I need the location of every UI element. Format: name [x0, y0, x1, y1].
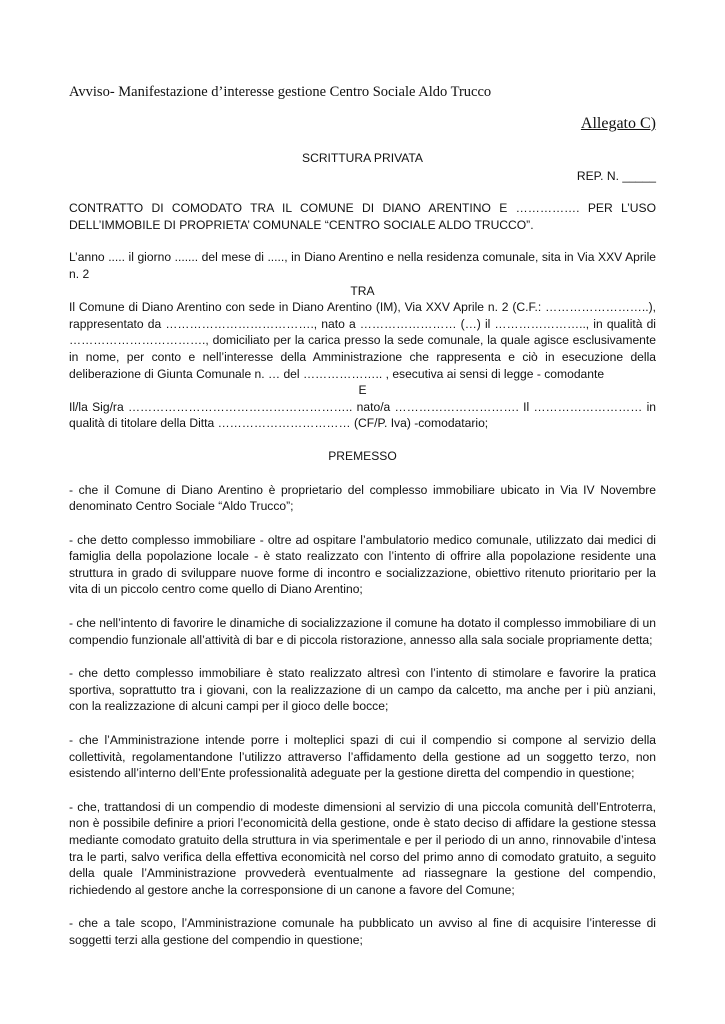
comune-paragraph: Il Comune di Diano Arentino con sede in Diano Arentino (IM), Via XXV Aprile n. 2 (C.F.: ……………………..), rappresentato da ………………………………., nato a …………………… (…) il ………………….., in qualità di ……………………………., domiciliato per la carica presso la sede comunale, la quale agisce esclusivamente in nome, per conto e nell’interesse della Amministrazione che rappresenta e ciò in esecuzione della deliberazione di Giunta Comunale n. … del ……………….. , esecutiva ai sensi di legge - comodante	[69, 300, 656, 381]
date-paragraph: L’anno ..... il giorno ....... del mese di ....., in Diano Arentino e nella residenza comunale, sita in Via XXV Aprile n. 2	[69, 250, 656, 281]
rep-number: REP. N. _____	[576, 168, 656, 183]
premessa-paragraph: - che detto complesso immobiliare - oltre ad ospitare l’ambulatorio medico comunale, utilizzato dai medici di famiglia della popolazione locale - è stato realizzato con l’intento di offrire alla popolazione residente una struttura in grado di sviluppare nuove forme di incontro e socializzazione, obiettivo ritenuto prioritario per la vita di un piccolo centro come quello di Diano Arentino;	[69, 532, 656, 597]
document-body	[69, 150, 656, 949]
premessa-paragraph: - che, trattandosi di un compendio di modeste dimensioni al servizio di una piccola comunità dell’Entroterra, non è possibile definire a priori l’economicità della gestione, onde è stato deciso di affidare la gestione stessa mediante comodato gratuito della struttura in via sperimentale e per il periodo di un anno, rinnovabile d’intesa tra le parti, salvo verifica della effettiva economicità nel corso del primo anno di comodato gratuito, a seguito della quale l’Amministrazione provvederà eventualmente ad riassegnare la gestione del compendio, richiedendo al gestore anche la corresponsione di un canone a favore del Comune;	[69, 799, 656, 897]
premessa-paragraph: - che il Comune di Diano Arentino è proprietario del complesso immobiliare ubicato in Via IV Novembre denominato Centro Sociale “Aldo Trucco”;	[69, 482, 656, 514]
premessa-paragraph: - che detto complesso immobiliare è stato realizzato altresì con l’intento di stimolare e favorire la pratica sportiva, soprattutto tra i giovani, con la realizzazione di un campo da calcetto, ma anche per i più anziani, con la realizzazione di alcuni campi per il gioco delle bocce;	[69, 666, 656, 714]
document-header: Avviso- Manifestazione d’interesse gestione Centro Sociale Aldo Trucco	[69, 84, 492, 100]
allegato-label: Allegato C)	[580, 115, 656, 132]
contract-title: CONTRATTO DI COMODATO TRA IL COMUNE DI DIANO ARENTINO E ……………. PER L’USO DELL’IMMOBILE DI PROPRIETA’ COMUNALE “CENTRO SOCIALE ALDO TRUCCO”.	[69, 201, 656, 232]
tra-heading: TRA	[350, 283, 375, 298]
premessa-paragraph: - che l’Amministrazione intende porre i molteplici spazi di cui il compendio si compone al servizio della collettività, regolamentandone l’utilizzo attraverso l’affidamento della gestione ad un soggetto terzo, non esistendo all’interno dell’Ente professionalità adeguate per la gestione diretta del compendio in questione;	[69, 733, 656, 781]
premessa-paragraph: - che nell’intento di favorire le dinamiche di socializzazione il comune ha dotato il complesso immobiliare di un compendio funzionale all’attività di bar e di piccola ristorazione, annesso alla sala sociale propriamente detta;	[69, 616, 656, 647]
document-heading: SCRITTURA PRIVATA	[302, 151, 423, 165]
e-heading: E	[358, 383, 367, 398]
premessa-paragraph: - che a tale scopo, l’Amministrazione comunale ha pubblicato un avviso al fine di acquisire l’interesse di soggetti terzi alla gestione del compendio in questione;	[69, 916, 656, 947]
premesso-heading: PREMESSO	[328, 448, 397, 463]
comodatario-paragraph: Il/la Sig/ra ……………………………………………….. nato/a …………………………. Il ……………………… in qualità di titolare della Ditta …………………………… (CF/P. Iva) -comodatario;	[69, 399, 656, 431]
